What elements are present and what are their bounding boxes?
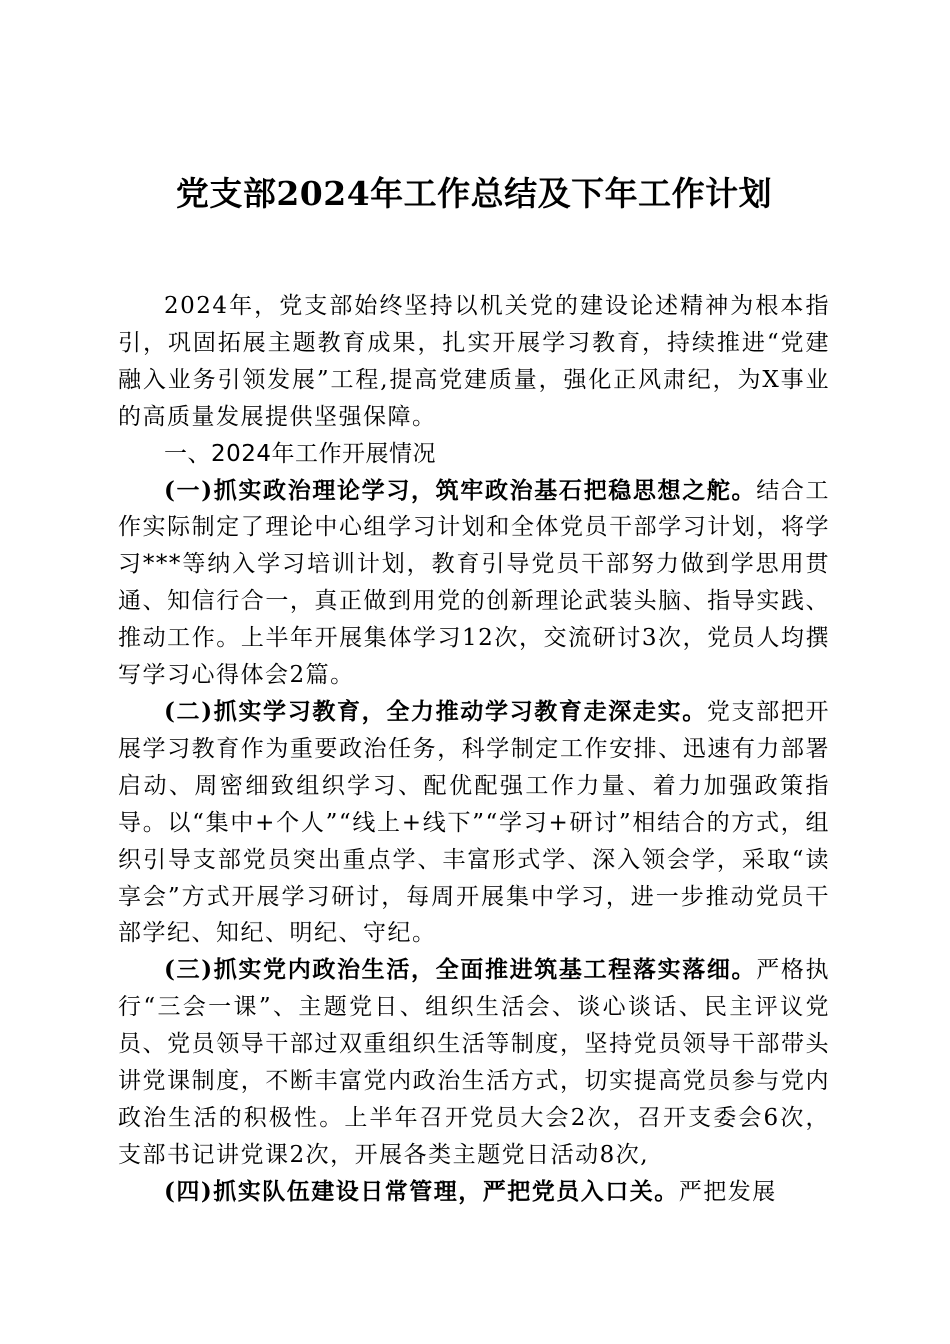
section-heading: 一、2024年工作开展情况: [164, 440, 437, 467]
paragraph-item-2-body: 党支部把开展学习教育作为重要政治任务，科学制定工作安排、迅速有力部署启动、周密细致组织学习、配优配强工作力量、着力加强政策指导。以“集中+个人”“线上+线下”“学习+研讨”相结合的方式，组织引导支部党员突出重点学、丰富形式学、深入领会学，采取“读享会”方式开展学习研讨，每周开展集中学习，进一步推动党员干部学纪、知纪、明纪、守纪。: [118, 698, 831, 947]
paragraph-item-3: [118, 952, 830, 1173]
document-body: [118, 288, 830, 1211]
paragraph-item-4: [118, 1174, 830, 1211]
intro-paragraph: 2024年，党支部始终坚持以机关党的建设论述精神为根本指引，巩固拓展主题教育成果，扎实开展学习教育，持续推进“党建融入业务引领发展”工程,提高党建质量，强化正风肃纪，为X事业的高质量发展提供坚强保障。: [118, 293, 830, 430]
paragraph-item-1-title: (一)抓实政治理论学习，筑牢政治基石把稳思想之舵。: [164, 476, 757, 504]
paragraph-item-4-body: 严把发展: [678, 1178, 777, 1205]
paragraph-item-2: [118, 694, 830, 952]
paragraph-item-1: [118, 473, 830, 694]
document-title: 党支部2024年工作总结及下年工作计划: [175, 174, 773, 213]
paragraph-item-3-title: (三)抓实党内政治生活，全面推进筑基工程落实落细。: [164, 956, 757, 984]
paragraph-item-3-body: 严格执行“三会一课”、主题党日、组织生活会、谈心谈话、民主评议党员、党员领导干部过双重组织生活等制度，坚持党员领导干部带头讲党课制度，不断丰富党内政治生活方式，切实提高党员参与党内政治生活的积极性。上半年召开党员大会2次，召开支委会6次，支部书记讲党课2次，开展各类主题党日活动8次,: [118, 957, 831, 1168]
paragraph-item-2-title: (二)抓实学习教育，全力推动学习教育走深走实。: [164, 697, 707, 725]
paragraph-item-1-body: 结合工作实际制定了理论中心组学习计划和全体党员干部学习计划，将学习***等纳入学习培训计划，教育引导党员干部努力做到学思用贯通、知信行合一，真正做到用党的创新理论武装头脑、指导实践、推动工作。上半年开展集体学习12次，交流研讨3次，党员人均撰写学习心得体会2篇。: [118, 477, 831, 689]
paragraph-item-4-title: (四)抓实队伍建设日常管理，严把党员入口关。: [164, 1177, 679, 1205]
document-page: [118, 172, 830, 1211]
